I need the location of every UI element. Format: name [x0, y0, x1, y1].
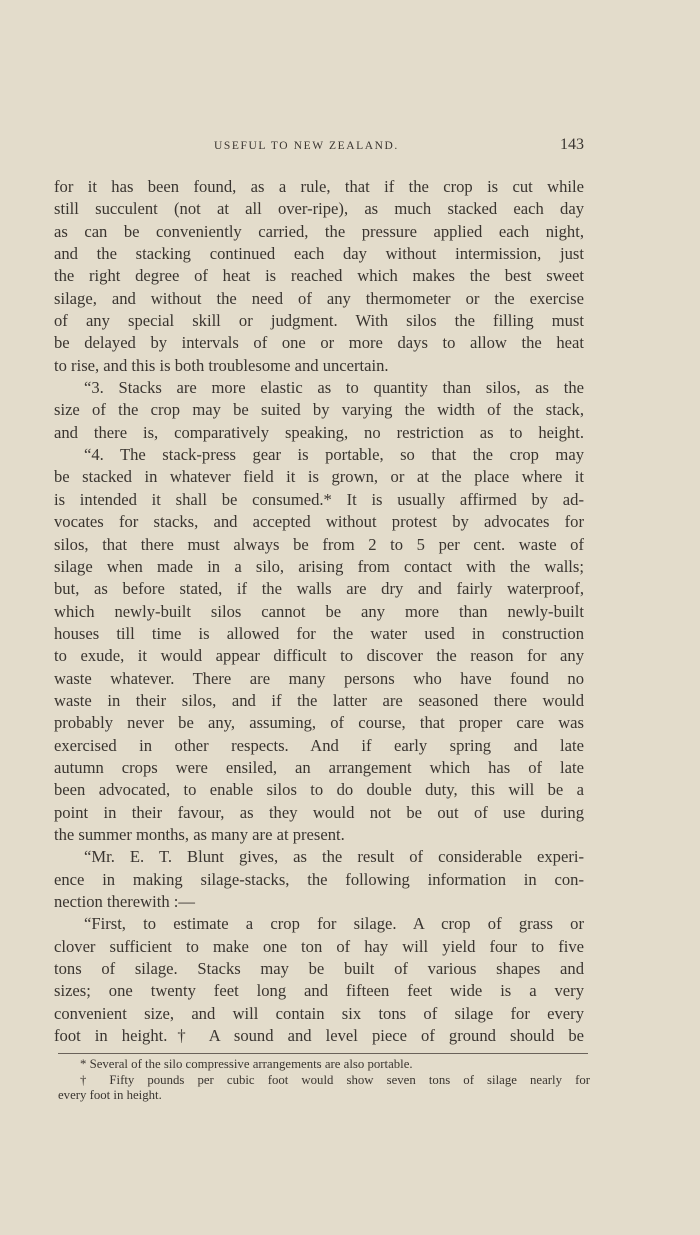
text-line: but, as before stated, if the walls are dry and fairly waterproof, [54, 579, 584, 599]
text-line: still succulent (not at all over-ripe), as much stacked each day [54, 199, 584, 219]
text-line: waste in their silos, and if the latter are seasoned there would [54, 690, 584, 710]
text-line: ence in making silage-stacks, the following information in con- [54, 869, 584, 889]
footnote: * Several of the silo compressive arrangements are also portable. [80, 1057, 413, 1071]
text-line: the right degree of heat is reached which makes the best sweet [54, 266, 584, 286]
body-text [54, 176, 584, 1047]
footnote: every foot in height. [58, 1088, 162, 1102]
text-line: the summer months, as many are at present. [54, 824, 345, 844]
footnote-divider [58, 1053, 588, 1054]
text-line: to exude, it would appear difficult to discover the reason for any [54, 646, 584, 666]
text-line: exercised in other respects. And if early spring and late [54, 735, 584, 755]
text-line: “4. The stack-press gear is portable, so that the crop may [84, 445, 584, 465]
text-line: houses till time is allowed for the water used in construction [54, 623, 584, 643]
text-line: “Mr. E. T. Blunt gives, as the result of considerable experi- [84, 847, 584, 867]
text-line: “3. Stacks are more elastic as to quantity than silos, as the [84, 378, 584, 398]
text-line: silage when made in a silo, arising from contact with the walls; [54, 556, 584, 576]
text-line: sizes; one twenty feet long and fifteen feet wide is a very [54, 981, 584, 1001]
text-line: for it has been found, as a rule, that if the crop is cut while [54, 177, 584, 196]
page-header [214, 136, 584, 158]
footnotes [58, 1057, 590, 1104]
text-line: be delayed by intervals of one or more days to allow the heat [54, 333, 584, 353]
text-line: tons of silage. Stacks may be built of various shapes and [54, 959, 584, 979]
text-line: and there is, comparatively speaking, no restriction as to height. [54, 422, 584, 442]
text-line: waste whatever. There are many persons who have found no [54, 668, 584, 688]
text-line: clover sufficient to make one ton of hay will yield four to five [54, 936, 584, 956]
text-line: of any special skill or judgment. With silos the filling must [54, 311, 584, 331]
text-line: silage, and without the need of any thermometer or the exercise [54, 288, 584, 308]
text-line: nection therewith :— [54, 892, 196, 911]
text-line: point in their favour, as they would not be out of use during [54, 802, 584, 822]
text-line: “First, to estimate a crop for silage. A crop of grass or [84, 914, 584, 934]
text-line: as can be conveniently carried, the pressure applied each night, [54, 221, 584, 241]
text-line: been advocated, to enable silos to do double duty, this will be a [54, 780, 584, 800]
text-line: size of the crop may be suited by varying the width of the stack, [54, 400, 584, 420]
running-head: USEFUL TO NEW ZEALAND. [214, 140, 399, 152]
text-line: foot in height.† A sound and level piece of ground should be [54, 1026, 584, 1046]
text-line: convenient size, and will contain six tons of silage for every [54, 1003, 584, 1023]
page-number: 143 [560, 136, 584, 153]
text-line: probably never be any, assuming, of course, that proper care was [54, 713, 584, 733]
text-line: which newly-built silos cannot be any more than newly-built [54, 601, 584, 621]
text-line: silos, that there must always be from 2 to 5 per cent. waste of [54, 534, 584, 554]
text-line: and the stacking continued each day without intermission, just [54, 244, 584, 264]
text-line: is intended it shall be consumed.* It is usually affirmed by ad- [54, 489, 584, 509]
text-line: be stacked in whatever field it is grown, or at the place where it [54, 467, 584, 487]
text-line: autumn crops were ensiled, an arrangement which has of late [54, 757, 584, 777]
text-line: vocates for stacks, and accepted without protest by advocates for [54, 512, 584, 532]
text-line: to rise, and this is both troublesome and uncertain. [54, 355, 389, 375]
footnote: † Fifty pounds per cubic foot would show seven tons of silage nearly for [80, 1072, 590, 1087]
